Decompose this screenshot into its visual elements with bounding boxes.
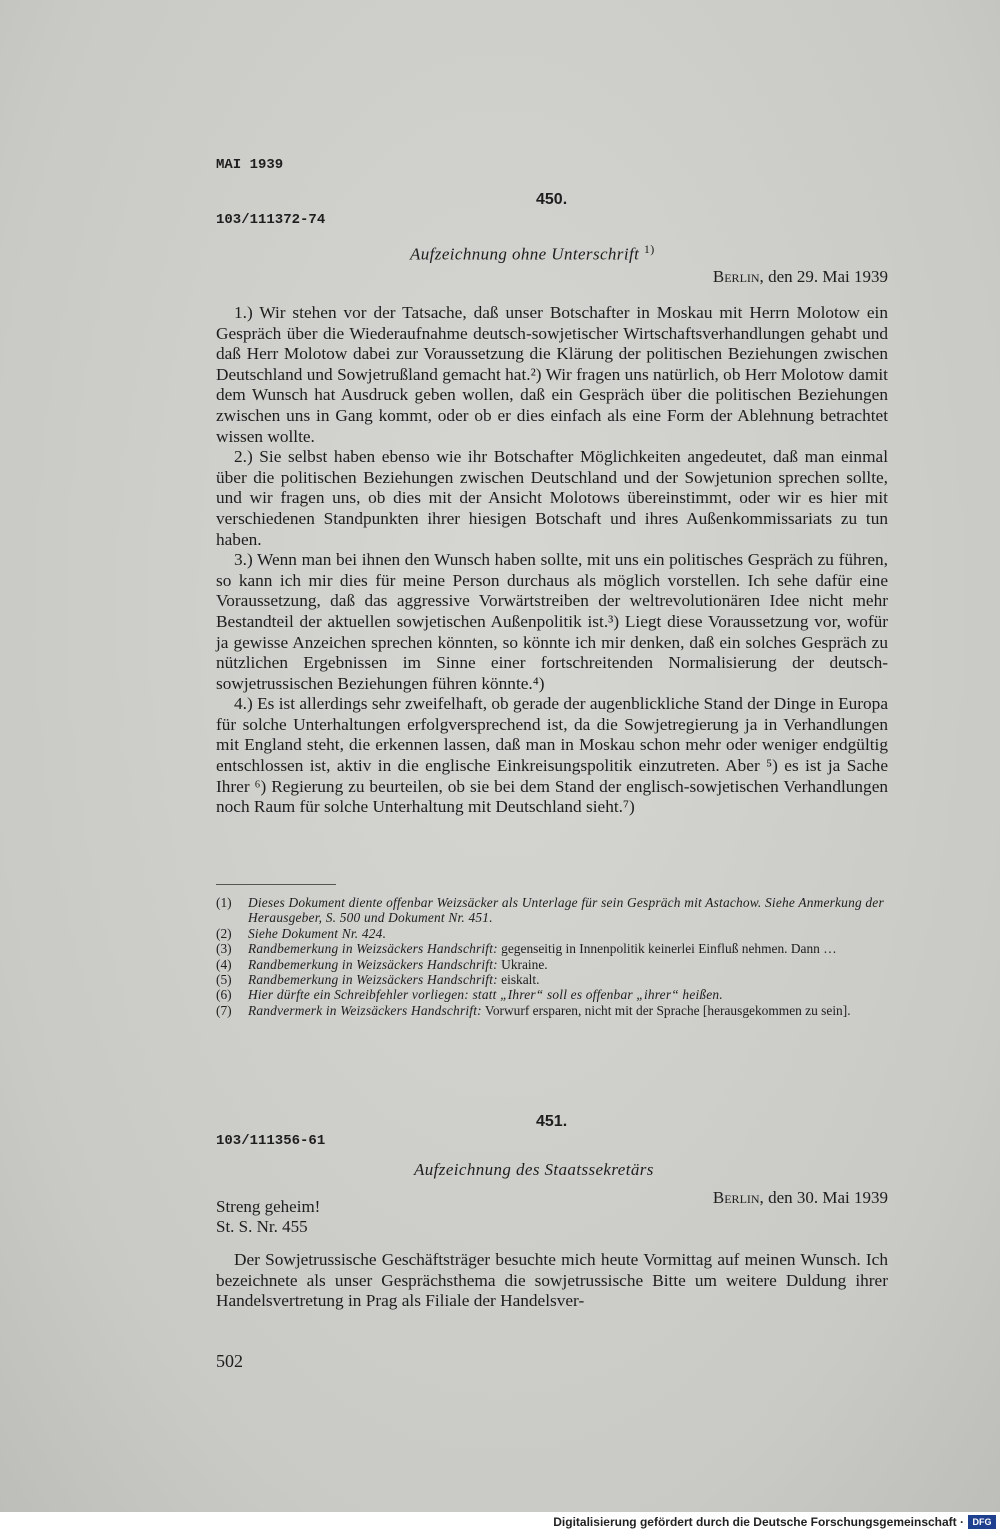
footnote-text: Ukraine.	[497, 956, 548, 972]
doc-450-title-text: Aufzeichnung ohne Unterschrift	[410, 244, 640, 264]
doc-450-footnotes	[216, 895, 888, 1018]
doc-450-paragraph: 2.) Sie selbst haben ebenso wie ihr Botschafter Möglichkeiten angedeutet, daß man einmal über die politischen Beziehungen zwischen Deutschland und der Sowjetunion sprechen sollte, und wir fragen uns, ob dies mit der Ansicht Molotows übereinstimmt, oder wir es hier mit verschiedenen Standpunkten ihrer hiesigen Botschaft und ihres Außenkommissariats zu tun haben.	[216, 447, 888, 549]
footnote	[216, 941, 888, 956]
footnote	[216, 926, 888, 941]
footnote-italic: Randbemerkung in Weizsäckers Handschrift:	[248, 972, 498, 988]
footnote-rule	[216, 884, 336, 885]
doc-450-paragraph: 1.) Wir stehen vor der Tatsache, daß unser Botschafter in Moskau mit Herrn Molotow ein Gespräch über die Wiederaufnahme deutsch-sowjetischer Wirtschaftsverhandlungen gehabt und daß Herr Molotow dabei zur Voraussetzung die Klärung der politischen Beziehungen zwischen Deutschland und Sowjetrußland gemacht hat.²) Wir fragen uns natürlich, ob Herr Molotow damit dem Wunsch hat Ausdruck geben wollen, daß ein Gespräch über die politischen Beziehungen zwischen uns in Gang kommt, oder ob er dies einfach als eine Form der Ablehnung betrachtet wissen wollte.	[216, 303, 888, 446]
footer-credit: Digitalisierung gefördert durch die Deutsche Forschungsgemeinschaft ·	[553, 1515, 964, 1529]
footnote	[216, 987, 888, 1002]
footnote-number: (7)	[216, 1002, 232, 1018]
doc-451-dateline	[713, 1188, 888, 1208]
doc-450-date: den 29. Mai 1939	[768, 267, 888, 286]
doc-450-number: 450.	[536, 191, 568, 208]
doc-451-number: 451.	[536, 1113, 568, 1130]
footnote-text: eiskalt.	[497, 972, 540, 988]
footnote-number: (5)	[216, 972, 232, 988]
footnote-number: (1)	[216, 895, 232, 910]
footnote	[216, 1003, 888, 1018]
doc-451-classification: Streng geheim!	[216, 1197, 321, 1216]
footnote-number: (6)	[216, 987, 232, 1003]
footnote-italic: Randvermerk in Weizsäckers Handschrift:	[248, 1002, 482, 1018]
doc-451-title: Aufzeichnung des Staatssekretärs	[414, 1160, 654, 1179]
doc-450-body	[216, 303, 888, 818]
footnote-italic: Randbemerkung in Weizsäckers Handschrift:	[248, 941, 498, 957]
footnote	[216, 957, 888, 972]
doc-450-dateline	[713, 267, 888, 287]
footnote-italic: Hier dürfte ein Schreibfehler vorliegen: statt „Ihrer“ soll es offenbar „ihrer“ heißen.	[248, 987, 723, 1003]
dfg-logo: DFG	[968, 1515, 996, 1529]
doc-450-paragraph: 4.) Es ist allerdings sehr zweifelhaft, ob gerade der augenblickliche Stand der Dinge in Europa für solche Unterhaltungen erfolgversprechend ist, da die Sowjetregierung ja in Verhandlungen mit England steht, die erkennen lassen, daß man in Moskau schon mehr oder weniger endgültig entschlossen ist, aktiv in die englische Einkreisungspolitik einzutreten. Aber ⁵) es ist ja Sache Ihrer ⁶) Regierung zu beurteilen, ob sie bei dem Stand der englisch-sowjetischen Verhandlungen noch Raum für solche Unterhaltung mit Deutschland sieht.⁷)	[216, 694, 888, 817]
doc-451-place: Berlin,	[712, 1188, 764, 1207]
running-header-month: MAI 1939	[216, 157, 284, 173]
doc-450-title-note: 1)	[643, 242, 655, 256]
footnote-number: (4)	[216, 956, 232, 972]
footnote-number: (2)	[216, 925, 232, 941]
footnote-number: (3)	[216, 941, 232, 957]
footnote-italic: Siehe Dokument Nr. 424.	[248, 925, 387, 941]
footnote-text: gegenseitig in Innenpolitik keinerlei Einfluß nehmen. Dann …	[497, 941, 837, 957]
doc-450-file-ref: 103/111372-74	[216, 212, 326, 228]
footnote-italic: Randbemerkung in Weizsäckers Handschrift:	[248, 956, 498, 972]
footnote	[216, 972, 888, 987]
page-number: 502	[216, 1351, 243, 1371]
footnote	[216, 895, 888, 926]
doc-451-file-ref: 103/111356-61	[216, 1133, 326, 1149]
doc-450-title	[410, 242, 655, 265]
footnote-text: Vorwurf ersparen, nicht mit der Sprache [herausgekommen zu sein].	[481, 1002, 851, 1018]
doc-451-body	[216, 1250, 888, 1312]
doc-450-paragraph: 3.) Wenn man bei ihnen den Wunsch haben sollte, mit uns ein politisches Gespräch zu führen, so kann ich mir dies für meine Person durchaus als möglich vorstellen. Ich sehe dafür eine Voraussetzung, daß das aggressive Vorwärtstreiben der weltrevolutionären Idee nicht mehr Bestandteil der aktuellen sowjetischen Außenpolitik ist.³) Liegt diese Voraussetzung vor, wofür ja gewisse Anzeichen sprechen könnten, so könnte ich mir denken, daß ein solches Gespräch zu nützlichen Ergebnissen im Sinne einer fortschreitenden Normalisierung der deutsch-sowjetrussischen Beziehungen führen könnte.⁴)	[216, 550, 888, 693]
doc-451-paragraph: Der Sowjetrussische Geschäftsträger besuchte mich heute Vormittag auf meinen Wunsch. Ich bezeichnete als unser Gesprächsthema die sowjetrussische Bitte um weitere Duldung ihrer Handelsvertretung in Prag als Filiale der Handelsver-	[216, 1250, 888, 1311]
doc-450-place: Berlin,	[712, 267, 764, 286]
doc-451-reference: St. S. Nr. 455	[216, 1217, 308, 1236]
footer-bar	[0, 1512, 1000, 1533]
doc-451-date: den 30. Mai 1939	[768, 1188, 888, 1207]
footnote-italic: Dieses Dokument diente offenbar Weizsäcker als Unterlage für sein Gespräch mit Astachow. Siehe Anmerkung der Herausgeber, S. 500 und Dokument Nr. 451.	[248, 895, 884, 926]
